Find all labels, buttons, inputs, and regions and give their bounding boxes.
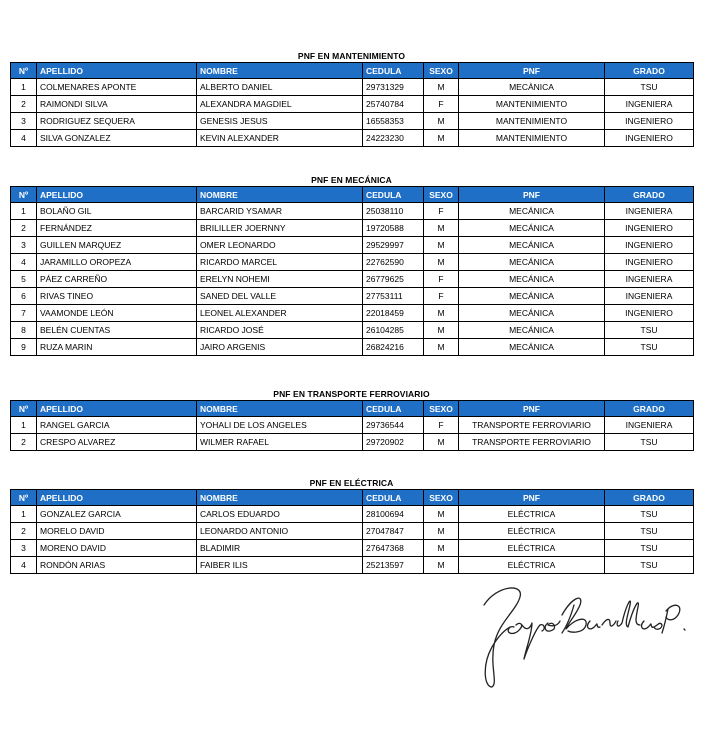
table-cell: INGENIERA: [605, 271, 694, 288]
table-cell: LEONEL ALEXANDER: [197, 305, 363, 322]
table-cell: INGENIERA: [605, 417, 694, 434]
table-cell: ELÉCTRICA: [459, 540, 605, 557]
table-cell: 2: [11, 434, 37, 451]
table-cell: 1: [11, 203, 37, 220]
table-cell: CRESPO ALVAREZ: [37, 434, 197, 451]
table-row: [11, 220, 694, 237]
table-cell: INGENIERO: [605, 113, 694, 130]
table-row: [11, 540, 694, 557]
table-cell: 3: [11, 113, 37, 130]
col-header-apellido: APELLIDO: [37, 490, 197, 506]
table-cell: 5: [11, 271, 37, 288]
pnf-section: [10, 388, 693, 451]
table-cell: ERELYN NOHEMI: [197, 271, 363, 288]
table-cell: 9: [11, 339, 37, 356]
table-cell: M: [424, 434, 459, 451]
table-cell: M: [424, 506, 459, 523]
col-header-number: Nº: [11, 187, 37, 203]
table-cell: INGENIERA: [605, 96, 694, 113]
table-cell: 22018459: [363, 305, 424, 322]
table-row: [11, 288, 694, 305]
table-cell: F: [424, 288, 459, 305]
table-row: [11, 271, 694, 288]
col-header-pnf: PNF: [459, 490, 605, 506]
col-header-grado: GRADO: [605, 490, 694, 506]
table-cell: M: [424, 557, 459, 574]
table-row: [11, 237, 694, 254]
table-cell: MANTENIMIENTO: [459, 113, 605, 130]
table-cell: 29736544: [363, 417, 424, 434]
table-cell: 16558353: [363, 113, 424, 130]
pnf-section: [10, 174, 693, 356]
table-cell: SANED DEL VALLE: [197, 288, 363, 305]
table-cell: FAIBER ILIS: [197, 557, 363, 574]
col-header-nombre: NOMBRE: [197, 401, 363, 417]
pnf-section: [10, 477, 693, 574]
col-header-sexo: SEXO: [424, 490, 459, 506]
table-cell: RODRIGUEZ SEQUERA: [37, 113, 197, 130]
table-cell: M: [424, 237, 459, 254]
table-cell: M: [424, 322, 459, 339]
col-header-sexo: SEXO: [424, 401, 459, 417]
table-cell: ELÉCTRICA: [459, 523, 605, 540]
col-header-grado: GRADO: [605, 63, 694, 79]
table-cell: TSU: [605, 79, 694, 96]
table-cell: M: [424, 79, 459, 96]
table-cell: 2: [11, 220, 37, 237]
table-header-row: [11, 187, 694, 203]
col-header-grado: GRADO: [605, 187, 694, 203]
col-header-number: Nº: [11, 490, 37, 506]
table-cell: M: [424, 254, 459, 271]
table-cell: TRANSPORTE FERROVIARIO: [459, 417, 605, 434]
students-table: [10, 186, 694, 356]
table-cell: F: [424, 417, 459, 434]
table-cell: M: [424, 523, 459, 540]
table-cell: MANTENIMIENTO: [459, 96, 605, 113]
col-header-number: Nº: [11, 63, 37, 79]
table-cell: TSU: [605, 339, 694, 356]
table-cell: 25038110: [363, 203, 424, 220]
col-header-pnf: PNF: [459, 63, 605, 79]
table-cell: COLMENARES APONTE: [37, 79, 197, 96]
table-cell: RIVAS TINEO: [37, 288, 197, 305]
students-table: [10, 489, 694, 574]
table-cell: 22762590: [363, 254, 424, 271]
table-header-row: [11, 401, 694, 417]
table-header-row: [11, 490, 694, 506]
table-row: [11, 305, 694, 322]
table-cell: TSU: [605, 322, 694, 339]
table-cell: ALEXANDRA MAGDIEL: [197, 96, 363, 113]
table-cell: M: [424, 130, 459, 147]
table-row: [11, 417, 694, 434]
table-cell: 6: [11, 288, 37, 305]
table-cell: 8: [11, 322, 37, 339]
table-cell: BLADIMIR: [197, 540, 363, 557]
table-cell: 1: [11, 506, 37, 523]
table-cell: BRILILLER JOERNNY: [197, 220, 363, 237]
table-cell: RUZA MARIN: [37, 339, 197, 356]
col-header-number: Nº: [11, 401, 37, 417]
table-cell: INGENIERO: [605, 237, 694, 254]
table-cell: 27647368: [363, 540, 424, 557]
table-cell: BELÉN CUENTAS: [37, 322, 197, 339]
col-header-pnf: PNF: [459, 401, 605, 417]
table-cell: INGENIERO: [605, 254, 694, 271]
col-header-cedula: CEDULA: [363, 63, 424, 79]
table-cell: INGENIERA: [605, 203, 694, 220]
table-cell: KEVIN ALEXANDER: [197, 130, 363, 147]
table-cell: MECÁNICA: [459, 322, 605, 339]
table-cell: ELÉCTRICA: [459, 557, 605, 574]
table-cell: MECÁNICA: [459, 254, 605, 271]
table-cell: 26824216: [363, 339, 424, 356]
col-header-cedula: CEDULA: [363, 187, 424, 203]
table-cell: LEONARDO ANTONIO: [197, 523, 363, 540]
table-cell: CARLOS EDUARDO: [197, 506, 363, 523]
table-cell: GENESIS JESUS: [197, 113, 363, 130]
table-row: [11, 434, 694, 451]
table-row: [11, 203, 694, 220]
table-row: [11, 523, 694, 540]
table-cell: MORELO DAVID: [37, 523, 197, 540]
table-cell: JAIRO ARGENIS: [197, 339, 363, 356]
table-cell: VAAMONDE LEÓN: [37, 305, 197, 322]
table-cell: OMER LEONARDO: [197, 237, 363, 254]
table-cell: BARCARID YSAMAR: [197, 203, 363, 220]
table-cell: RAIMONDI SILVA: [37, 96, 197, 113]
table-row: [11, 130, 694, 147]
table-cell: ELÉCTRICA: [459, 506, 605, 523]
table-cell: M: [424, 305, 459, 322]
col-header-grado: GRADO: [605, 401, 694, 417]
table-cell: 29529997: [363, 237, 424, 254]
table-cell: MORENO DAVID: [37, 540, 197, 557]
col-header-sexo: SEXO: [424, 63, 459, 79]
table-row: [11, 506, 694, 523]
table-row: [11, 96, 694, 113]
col-header-pnf: PNF: [459, 187, 605, 203]
table-cell: MECÁNICA: [459, 271, 605, 288]
table-cell: 25740784: [363, 96, 424, 113]
table-cell: GUILLEN MARQUEZ: [37, 237, 197, 254]
table-cell: TRANSPORTE FERROVIARIO: [459, 434, 605, 451]
table-cell: M: [424, 540, 459, 557]
col-header-apellido: APELLIDO: [37, 63, 197, 79]
table-cell: 1: [11, 417, 37, 434]
table-cell: GONZALEZ GARCIA: [37, 506, 197, 523]
table-cell: INGENIERO: [605, 220, 694, 237]
table-cell: M: [424, 113, 459, 130]
table-cell: F: [424, 203, 459, 220]
table-cell: MECÁNICA: [459, 305, 605, 322]
table-cell: RICARDO JOSÉ: [197, 322, 363, 339]
students-table: [10, 62, 694, 147]
table-cell: TSU: [605, 540, 694, 557]
col-header-nombre: NOMBRE: [197, 187, 363, 203]
pnf-section: [10, 50, 693, 147]
col-header-cedula: CEDULA: [363, 490, 424, 506]
table-cell: 28100694: [363, 506, 424, 523]
col-header-sexo: SEXO: [424, 187, 459, 203]
table-cell: RONDÓN ARIAS: [37, 557, 197, 574]
table-cell: MECÁNICA: [459, 220, 605, 237]
table-cell: 4: [11, 254, 37, 271]
table-cell: TSU: [605, 523, 694, 540]
signature-image: [462, 575, 692, 690]
table-cell: 2: [11, 96, 37, 113]
table-cell: F: [424, 96, 459, 113]
table-cell: 27753111: [363, 288, 424, 305]
table-cell: PÁEZ CARREÑO: [37, 271, 197, 288]
table-cell: 4: [11, 557, 37, 574]
table-cell: 2: [11, 523, 37, 540]
table-cell: MANTENIMIENTO: [459, 130, 605, 147]
table-cell: 29720902: [363, 434, 424, 451]
table-cell: SILVA GONZALEZ: [37, 130, 197, 147]
table-cell: MECÁNICA: [459, 203, 605, 220]
table-row: [11, 557, 694, 574]
table-cell: INGENIERA: [605, 288, 694, 305]
table-row: [11, 322, 694, 339]
table-cell: 4: [11, 130, 37, 147]
table-header-row: [11, 63, 694, 79]
table-cell: ALBERTO DANIEL: [197, 79, 363, 96]
table-cell: 24223230: [363, 130, 424, 147]
table-row: [11, 79, 694, 96]
table-cell: RICARDO MARCEL: [197, 254, 363, 271]
table-cell: F: [424, 271, 459, 288]
table-cell: 27047847: [363, 523, 424, 540]
col-header-nombre: NOMBRE: [197, 63, 363, 79]
table-row: [11, 254, 694, 271]
table-row: [11, 339, 694, 356]
table-cell: TSU: [605, 506, 694, 523]
students-table: [10, 400, 694, 451]
table-cell: WILMER RAFAEL: [197, 434, 363, 451]
table-cell: 25213597: [363, 557, 424, 574]
table-cell: JARAMILLO OROPEZA: [37, 254, 197, 271]
table-cell: BOLAÑO GIL: [37, 203, 197, 220]
table-cell: TSU: [605, 434, 694, 451]
table-cell: RANGEL GARCIA: [37, 417, 197, 434]
table-row: [11, 113, 694, 130]
signature: [462, 575, 692, 690]
section-title: PNF EN ELÉCTRICA: [309, 478, 394, 488]
table-cell: MECÁNICA: [459, 339, 605, 356]
table-cell: FERNÁNDEZ: [37, 220, 197, 237]
table-cell: M: [424, 220, 459, 237]
table-cell: 3: [11, 237, 37, 254]
table-cell: 1: [11, 79, 37, 96]
col-header-apellido: APELLIDO: [37, 401, 197, 417]
table-cell: TSU: [605, 557, 694, 574]
table-cell: 29731329: [363, 79, 424, 96]
table-cell: YOHALI DE LOS ANGELES: [197, 417, 363, 434]
table-cell: 26104285: [363, 322, 424, 339]
table-cell: M: [424, 339, 459, 356]
table-cell: 19720588: [363, 220, 424, 237]
table-cell: 7: [11, 305, 37, 322]
table-cell: MECÀNICA: [459, 79, 605, 96]
section-title: PNF EN MECÁNICA: [311, 175, 392, 185]
section-title: PNF EN TRANSPORTE FERROVIARIO: [273, 389, 430, 399]
table-cell: 26779625: [363, 271, 424, 288]
col-header-nombre: NOMBRE: [197, 490, 363, 506]
table-cell: INGENIERO: [605, 130, 694, 147]
table-cell: MECÁNICA: [459, 288, 605, 305]
col-header-cedula: CEDULA: [363, 401, 424, 417]
table-cell: INGENIERO: [605, 305, 694, 322]
col-header-apellido: APELLIDO: [37, 187, 197, 203]
table-cell: 3: [11, 540, 37, 557]
section-title: PNF EN MANTENIMIENTO: [297, 51, 406, 61]
table-cell: MECÁNICA: [459, 237, 605, 254]
